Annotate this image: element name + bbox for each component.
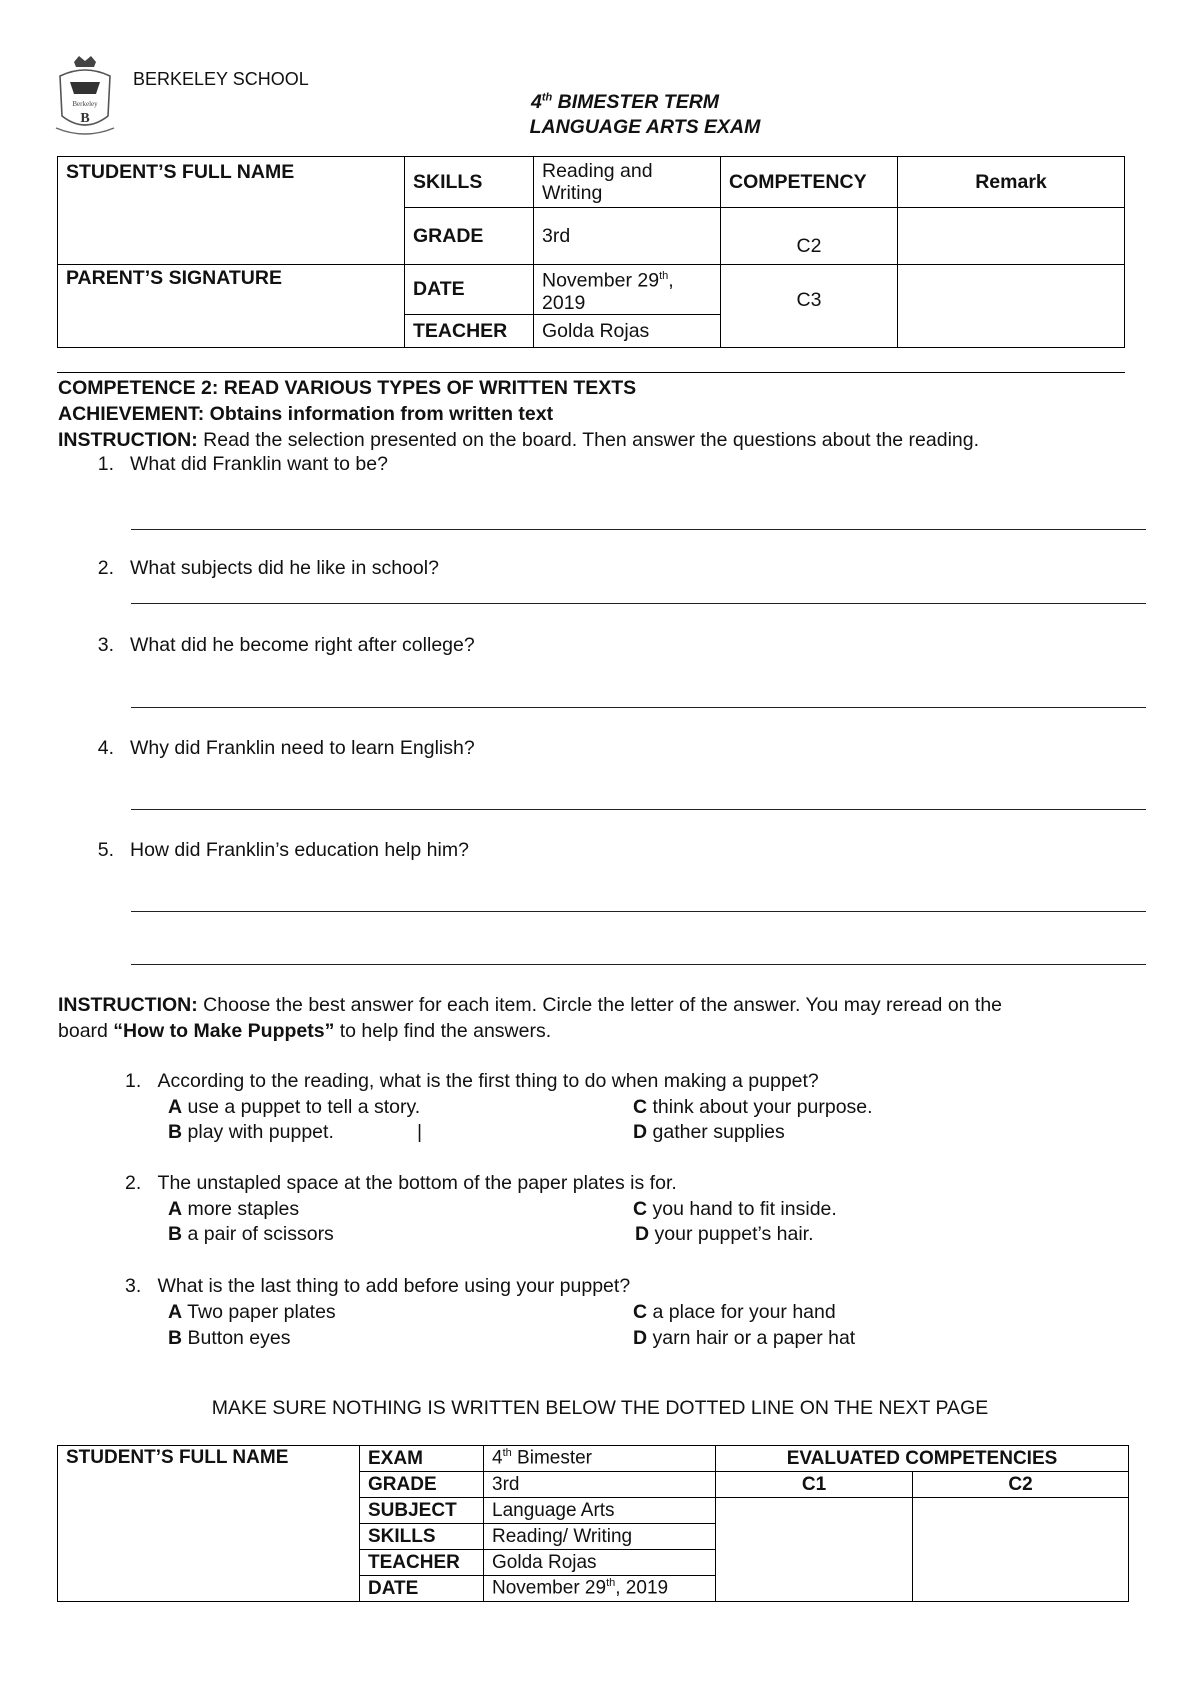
question-2: 2. What subjects did he like in school?: [97, 557, 439, 579]
student-info-table: [57, 156, 1125, 348]
answer-line-3[interactable]: [131, 707, 1146, 708]
bottom-date-value: November 29th, 2019: [484, 1576, 716, 1602]
mc-2-option-c[interactable]: C you hand to fit inside.: [633, 1198, 837, 1220]
evaluation-table: [57, 1445, 1129, 1602]
mc-1-option-c[interactable]: C think about your purpose.: [633, 1096, 873, 1118]
mc-1-option-d[interactable]: D gather supplies: [633, 1121, 785, 1143]
mc-3-option-d[interactable]: D yarn hair or a paper hat: [633, 1327, 856, 1349]
remark-c3-cell[interactable]: [898, 265, 1125, 348]
mc-1-option-a[interactable]: A use a puppet to tell a story.: [168, 1096, 421, 1118]
mc-1-option-b[interactable]: B play with puppet.: [168, 1121, 334, 1143]
answer-line-4[interactable]: [131, 809, 1146, 810]
eval-c2-label: C2: [913, 1472, 1129, 1498]
subject-label: SUBJECT: [360, 1498, 484, 1524]
competency-label: COMPETENCY: [721, 157, 898, 208]
term-title: 4th BIMESTER TERM: [530, 91, 720, 113]
answer-line-2[interactable]: [131, 603, 1146, 604]
mc-3-option-b[interactable]: B Button eyes: [168, 1327, 291, 1349]
remark-c2-cell[interactable]: [898, 208, 1125, 265]
mc-question-2: 2. The unstapled space at the bottom of the paper plates is for.: [125, 1172, 677, 1194]
achievement-heading: ACHIEVEMENT: Obtains information from written text: [58, 403, 554, 425]
skills-label: SKILLS: [405, 157, 534, 208]
grade-label: GRADE: [405, 208, 534, 265]
competency-c2: C2: [721, 208, 898, 265]
evaluated-competencies-label: EVALUATED COMPETENCIES: [716, 1446, 1129, 1472]
bottom-skills-label: SKILLS: [360, 1524, 484, 1550]
eval-c1-cell[interactable]: [716, 1498, 913, 1602]
question-3: 3. What did he become right after college?: [97, 634, 475, 656]
subject-value: Language Arts: [484, 1498, 716, 1524]
mc-question-1: 1. According to the reading, what is the first thing to do when making a puppet?: [125, 1070, 819, 1092]
exam-title: LANGUAGE ARTS EXAM: [529, 116, 761, 138]
svg-text:Berkeley: Berkeley: [72, 100, 98, 108]
eval-c1-label: C1: [716, 1472, 913, 1498]
question-5: 5. How did Franklin’s education help him?: [97, 839, 469, 861]
question-1: 1. What did Franklin want to be?: [97, 453, 388, 475]
date-label: DATE: [405, 265, 534, 315]
competence-heading: COMPETENCE 2: READ VARIOUS TYPES OF WRITTEN TEXTS: [58, 377, 637, 399]
date-value: November 29th, 2019: [534, 265, 721, 315]
competency-c3: C3: [721, 265, 898, 348]
notice-text: MAKE SURE NOTHING IS WRITTEN BELOW THE DOTTED LINE ON THE NEXT PAGE: [211, 1397, 989, 1419]
skills-value: Reading and Writing: [534, 157, 721, 208]
student-name-cell[interactable]: STUDENT’S FULL NAME: [58, 157, 405, 265]
eval-c2-cell[interactable]: [913, 1498, 1129, 1602]
remark-label: Remark: [898, 157, 1125, 208]
instruction-1: INSTRUCTION: Read the selection presented on the board. Then answer the questions about the reading.: [58, 429, 980, 451]
teacher-value: Golda Rojas: [534, 315, 721, 348]
section-divider: [57, 372, 1125, 373]
bottom-teacher-label: TEACHER: [360, 1550, 484, 1576]
instruction-2: INSTRUCTION: Choose the best answer for each item. Circle the letter of the answer. You may reread on the board “How to Make Puppets” to help find the answers.: [58, 994, 1003, 1042]
bottom-skills-value: Reading/ Writing: [484, 1524, 716, 1550]
parent-signature-cell[interactable]: PARENT’S SIGNATURE: [58, 265, 405, 348]
mc-question-3: 3. What is the last thing to add before using your puppet?: [125, 1275, 631, 1297]
bottom-student-name-cell[interactable]: STUDENT’S FULL NAME: [58, 1446, 360, 1602]
svg-text:B: B: [80, 111, 90, 126]
mc-3-option-c[interactable]: C a place for your hand: [633, 1301, 836, 1323]
teacher-label: TEACHER: [405, 315, 534, 348]
mc-3-option-a[interactable]: A Two paper plates: [168, 1301, 336, 1323]
exam-value: 4th Bimester: [484, 1446, 716, 1472]
answer-line-5a[interactable]: [131, 911, 1146, 912]
question-4: 4. Why did Franklin need to learn English?: [97, 737, 475, 759]
bottom-grade-label: GRADE: [360, 1472, 484, 1498]
mc-2-option-b[interactable]: B a pair of scissors: [168, 1223, 334, 1245]
school-name: BERKELEY SCHOOL: [133, 69, 309, 89]
grade-value: 3rd: [534, 208, 721, 265]
answer-line-1[interactable]: [131, 529, 1146, 530]
mc-2-option-d[interactable]: D your puppet’s hair.: [635, 1223, 814, 1245]
bottom-grade-value: 3rd: [484, 1472, 716, 1498]
answer-line-5b[interactable]: [131, 964, 1146, 965]
bottom-teacher-value: Golda Rojas: [484, 1550, 716, 1576]
mc-2-option-a[interactable]: A more staples: [168, 1198, 300, 1220]
bottom-date-label: DATE: [360, 1576, 484, 1602]
exam-label: EXAM: [360, 1446, 484, 1472]
mc-1-mark: |: [417, 1121, 423, 1143]
